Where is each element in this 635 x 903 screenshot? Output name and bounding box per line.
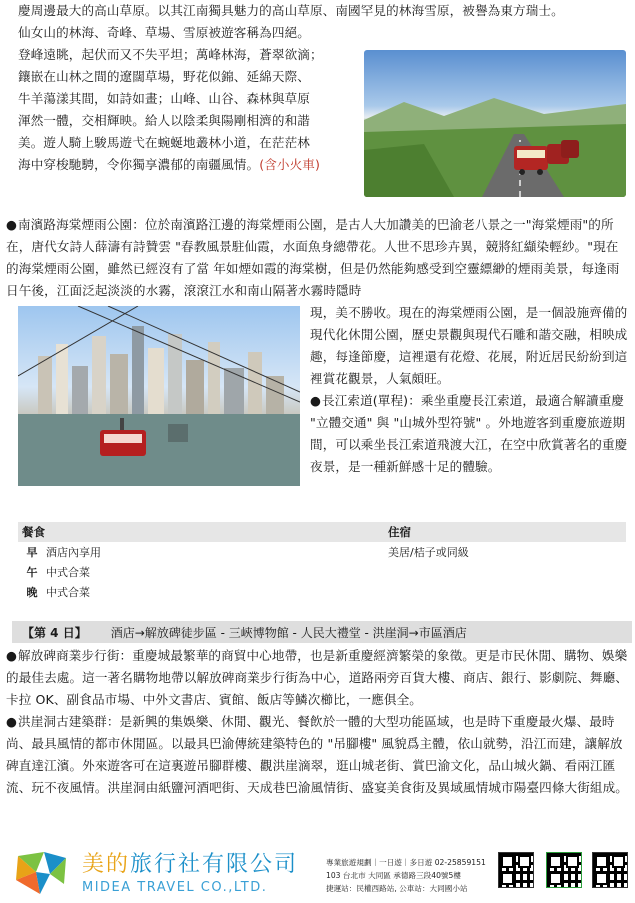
jiefangbei-paragraph xyxy=(6,645,628,711)
meal-row-breakfast xyxy=(18,542,626,562)
company-logo xyxy=(14,850,68,896)
meal-row-dinner xyxy=(18,582,626,602)
haitang-text-2: 現，美不勝收。現在的海棠煙雨公園，是一個設施齊備的現代化休閒公園，歷史景觀與現代石雕和諧交融，相映成趣，每逢節慶，這裡還有花燈、花展，附近居民紛紛到這裡賞花觀景，人氣頗旺。 xyxy=(310,305,628,386)
qr-code-line[interactable] xyxy=(546,852,582,896)
meal-value: 中式合菜 xyxy=(46,586,90,599)
qr-code-icon xyxy=(546,852,582,888)
cable-car-photo xyxy=(18,306,300,486)
hongyadong-text: 洪崖洞古建築群：是新興的集娛樂、休閒、觀光、餐飲於一體的大型功能區域，也是時下重慶最火爆、最時尚、最具風情的都市休閒區。以最具巴渝傳統建築特色的 "吊腳樓" 風貌爲主體，依山就勢，沿江而建，讓解放碑直達江濱。外來遊客可在這裏遊吊腳群樓、觀洪崖滴翠，逛山城老街、賞巴渝文化，品山城火鍋、看兩江匯流、玩不夜風情。洪崖洞由紙鹽河酒吧街、天成巷巴渝風情街、盛宴美食街及異域風情城市陽臺四條大街組成。 xyxy=(6,714,628,795)
company-name-rest: 旅行社有限公司 xyxy=(130,852,299,877)
haitang-cable-section xyxy=(6,214,628,486)
jiefangbei-text: 解放碑商業步行街：重慶城最繁華的商貿中心地帶，也是新重慶經濟繁榮的象徵。更是市民休閒、購物、娛樂的最佳去處。這一著名購物地帶以解放碑商業步行街為中心，道路兩旁百貨大樓、商店、銀行、影劇院、舞廳、卡拉 OK、副食品市場、中外文書店、賓館、飯店等鱗次櫛比，一應俱全。 xyxy=(6,648,628,707)
meal-row-lunch xyxy=(18,562,626,582)
bullet-icon: ● xyxy=(6,217,18,232)
grassland-train-photo xyxy=(364,50,626,197)
haitang-text-1: 南濱路海棠煙雨公園：位於南濱路江邊的海棠煙雨公園，是古人大加讚美的巴渝老八景之一"海棠煙雨"的所在，唐代女詩人薛濤有詩贊雲 "春教風景駐仙霞，水面魚身總帶花。人世不思珍卉異，競將紅纈染輕紗。"現在的海棠煙雨公園，雖然已經沒有了當 年如煙如霞的海棠樹，但是仍然能夠感受到空靈縹緲的煙雨美景，每逢雨日午後，江面泛起淡淡的水霧，滾滾江水和南山隔著水霧時隱時 xyxy=(6,217,620,298)
day4-header xyxy=(12,621,632,643)
hongyadong-paragraph xyxy=(6,711,628,799)
bullet-icon: ● xyxy=(6,648,18,663)
meal-key: 午 xyxy=(26,566,38,579)
day4-tag: 【第 4 日】 xyxy=(22,625,87,640)
grassland-section xyxy=(18,0,626,201)
meal-table xyxy=(18,522,626,602)
bullet-icon: ● xyxy=(310,393,322,408)
grassland-line-4: 渾然一體，交相輝映。給人以陰柔與陽剛相濟的和諧 xyxy=(18,113,310,128)
hotel-value: 美居/桔子或同級 xyxy=(388,546,469,559)
grassland-line-5: 美。遊人騎上駿馬遊弋在蜿蜒地叢林小道，在茫茫林 xyxy=(18,135,310,150)
train-included-note: (含小火車) xyxy=(259,157,320,172)
grassland-line-1: 登峰遠眺，起伏而又不失平坦；萬峰林海，蒼翠欲滴； xyxy=(18,47,323,62)
meal-key: 早 xyxy=(26,546,38,559)
company-name-cn xyxy=(82,852,298,878)
haitang-paragraph xyxy=(6,214,628,302)
contact-line-3: 捷運站：民權西路站, 公車站：大同國小站 xyxy=(326,884,468,893)
meal-key: 晚 xyxy=(26,586,38,599)
meal-value: 中式合菜 xyxy=(46,566,90,579)
contact-line-1: 專業旅遊規劃｜一日遊｜多日遊 02-25859151 xyxy=(326,858,486,867)
grassland-intro-line: 慶周邊最大的高山草原。以其江南獨具魅力的高山草原、南國罕見的林海雪原，被譽為東方瑞士。 xyxy=(18,3,564,18)
cable-car-text: 長江索道(單程)：乘坐重慶長江索道，最適合解讀重慶 "立體交通" 與 "山城外型符號" 。外地遊客到重慶旅遊期間，可以乘坐長江索道飛渡大江，在空中欣賞著名的重慶夜景，是一種新鮮感十足的體驗。 xyxy=(310,393,628,474)
bullet-icon: ● xyxy=(6,714,18,729)
grassland-intro-line-2: 仙女山的林海、奇峰、草場、雪原被遊客稱為四絕。 xyxy=(18,25,310,40)
meal-value: 酒店內享用 xyxy=(46,546,101,559)
grassland-line-3: 牛羊蕩漾其間，如詩如畫；山峰、山谷、森林與草原 xyxy=(18,91,310,106)
company-name xyxy=(82,852,298,895)
contact-info xyxy=(326,856,486,895)
qr-code-website[interactable] xyxy=(498,852,534,896)
qr-code-facebook[interactable] xyxy=(592,852,628,896)
footer xyxy=(0,846,635,903)
hotel-header: 住宿 xyxy=(388,525,411,539)
grassland-line-6-text: 海中穿梭馳騁，令你獨享濃郁的南疆風情。 xyxy=(18,157,260,172)
company-name-highlight: 美的 xyxy=(82,852,131,877)
company-name-en: MIDEA TRAVEL CO.,LTD. xyxy=(82,880,268,895)
contact-line-2: 103 台北市 大同區 承德路三段40號5樓 xyxy=(326,871,461,880)
day4-section xyxy=(6,645,628,799)
qr-code-icon xyxy=(592,852,628,888)
day4-route: 酒店→解放碑徒步區 - 三峽博物館 - 人民大禮堂 - 洪崖洞→市區酒店 xyxy=(110,625,467,640)
meal-header: 餐食 xyxy=(22,525,45,539)
qr-code-icon xyxy=(498,852,534,888)
meal-table-header xyxy=(18,522,626,542)
grassland-line-2: 鑲嵌在山林之間的遼闊草場，野花似錦、延綿天際、 xyxy=(18,69,310,84)
